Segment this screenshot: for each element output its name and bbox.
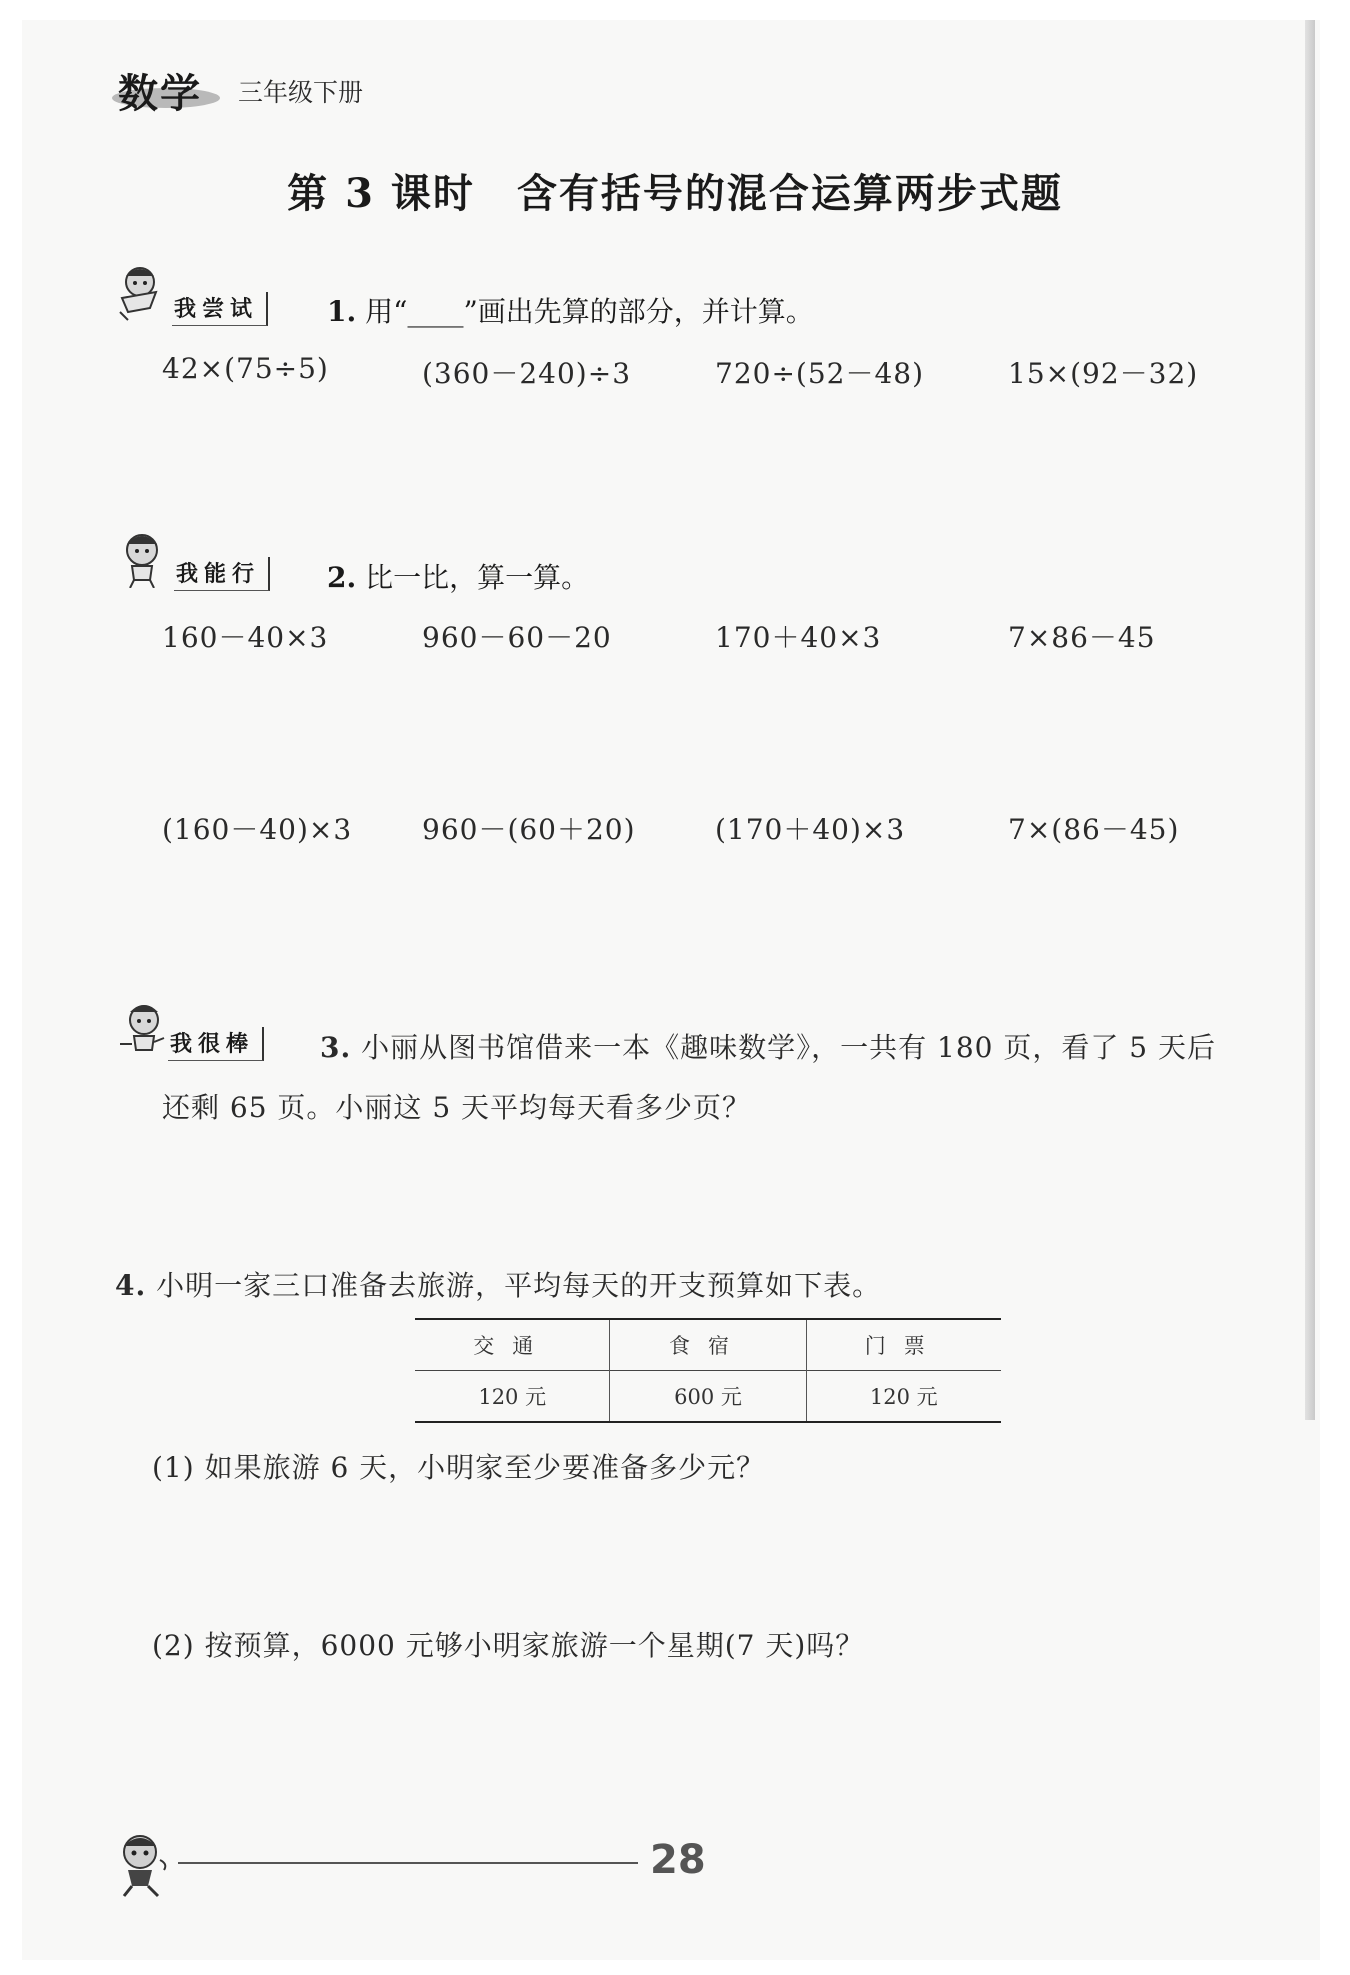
question-2-title <box>327 556 589 596</box>
question-1-number: 1. <box>327 295 357 328</box>
question-2-number: 2. <box>327 561 357 594</box>
table-row <box>415 1371 1001 1423</box>
q1-expression-2: (360－240)÷3 <box>422 357 632 390</box>
page-edge-shadow <box>1305 20 1315 1420</box>
q2-row2-expression-1: (160－40)×3 <box>162 813 353 846</box>
q2-row2-expression-4: 7×(86－45) <box>1008 813 1180 846</box>
q2-row2-expression-2: 960－(60＋20) <box>422 813 636 846</box>
q1-expression-4: 15×(92－32) <box>1008 357 1199 390</box>
mascot-icon <box>116 1000 168 1060</box>
badge-great: 我很棒 <box>168 1027 264 1061</box>
question-3-text: 小丽从图书馆借来一本《趣味数学》，一共有 180 页，看了 5 天后 <box>361 1031 1217 1064</box>
table-cell-tickets: 120 元 <box>806 1371 1001 1423</box>
header-grade: 三年级下册 <box>238 78 364 107</box>
question-1-title <box>327 290 814 330</box>
header-subject: 数学 <box>118 71 202 117</box>
q2-row1-expression-2: 960－60－20 <box>422 621 612 654</box>
q1-expression-3: 720÷(52－48) <box>715 357 925 390</box>
page-number: 28 <box>650 1837 706 1883</box>
mascot-icon <box>116 528 168 588</box>
question-1-text: 用“____”画出先算的部分，并计算。 <box>365 295 814 328</box>
question-2-text: 比一比，算一算。 <box>365 561 590 594</box>
budget-table <box>415 1318 1001 1423</box>
table-cell-lodging: 600 元 <box>610 1371 806 1423</box>
question-4-title <box>115 1264 881 1304</box>
footer-line <box>178 1862 638 1864</box>
q2-row2-expression-3: (170＋40)×3 <box>715 813 906 846</box>
table-header-row <box>415 1319 1001 1371</box>
q2-row1-expression-4: 7×86－45 <box>1008 621 1156 654</box>
q2-row1-expression-3: 170＋40×3 <box>715 621 882 654</box>
question-3-number: 3. <box>320 1031 352 1064</box>
question-4-sub-2: (2) 按预算，6000 元够小明家旅游一个星期(7 天)吗？ <box>152 1629 865 1662</box>
table-header-tickets: 门票 <box>806 1319 1001 1371</box>
question-4-number: 4. <box>115 1269 147 1302</box>
footer-mascot-icon <box>108 1830 176 1900</box>
mascot-icon <box>112 262 164 322</box>
q1-expression-1: 42×(75÷5) <box>162 352 329 385</box>
q2-row1-expression-1: 160－40×3 <box>162 621 329 654</box>
badge-can-do: 我能行 <box>174 557 270 591</box>
table-header-transport: 交通 <box>473 1334 552 1358</box>
question-3-line1 <box>320 1026 1216 1066</box>
table-cell-transport: 120 元 <box>478 1385 547 1409</box>
question-4-sub-1: (1) 如果旅游 6 天，小明家至少要准备多少元？ <box>152 1451 766 1484</box>
question-4-text: 小明一家三口准备去旅游，平均每天的开支预算如下表。 <box>156 1269 882 1302</box>
lesson-title: 第 3 课时 含有括号的混合运算两步式题 <box>287 170 1063 217</box>
question-3-line2: 还剩 65 页。小丽这 5 天平均每天看多少页？ <box>162 1091 752 1124</box>
badge-try: 我尝试 <box>172 292 268 326</box>
table-header-lodging: 食宿 <box>610 1319 806 1371</box>
